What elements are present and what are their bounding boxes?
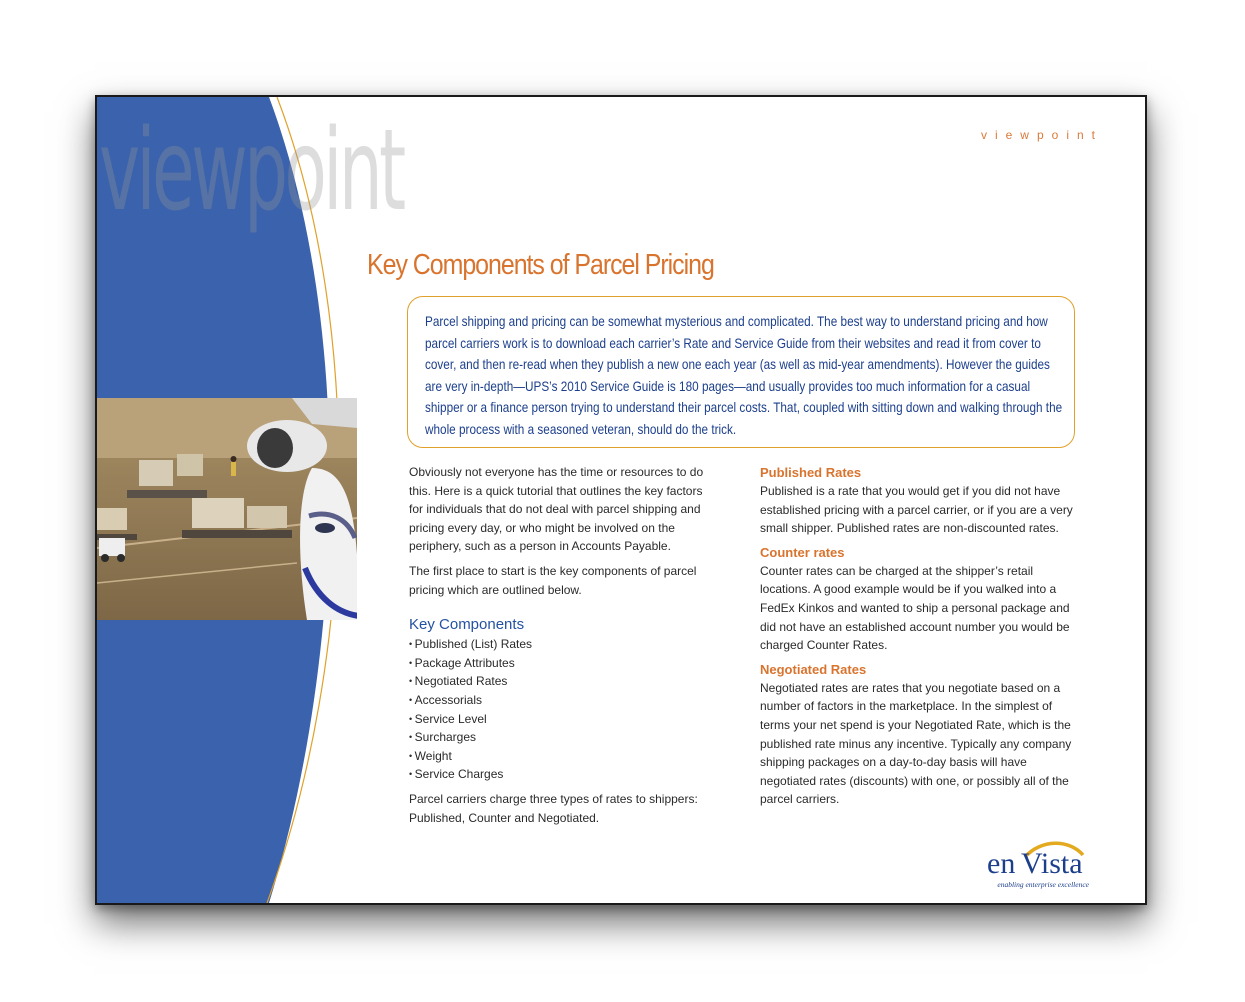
document-page <box>95 95 1147 905</box>
counter-rates-body: Counter rates can be charged at the shipper’s retail locations. A good example would be if you walked into a FedEx Kinkos and wanted to ship a personal package and did not have an established account number you would be charged Counter Rates. <box>760 563 1070 653</box>
logo-wordmark-vista: Vista <box>1021 847 1083 880</box>
body-paragraph: Obviously not everyone has the time or resources to do this. Here is a quick tutorial that outlines the key factors for individuals that do not deal with parcel shipping and pricing every day, or who might be involved on the periphery, such as a person in Accounts Payable. <box>409 465 704 554</box>
cargo-airplane-photo <box>97 398 357 620</box>
watermark-text: viewpoint <box>99 106 403 236</box>
key-components-heading: Key Components <box>409 616 525 634</box>
list-item: • Negotiated Rates <box>409 672 709 691</box>
counter-rates-heading: Counter rates <box>760 544 845 560</box>
list-item: • Weight <box>409 747 709 766</box>
intro-paragraph: Parcel shipping and pricing can be somewhat mysterious and complicated. The best way to understand pricing and how parcel carriers work is to download each carrier’s Rate and Service Guide from their websites and read it from cover to cover, and then re-read when they publish a new one each year (as well as mid-year amendments). However the guides are very in-depth—UPS’s 2010 Service Guide is 180 pages—and usually provides too much information for a casual shipper or a finance person trying to understand their parcel costs. That, coupled with sitting down and walking through the whole process with a seasoned veteran, should do the trick. <box>425 313 1063 437</box>
list-item: • Surcharges <box>409 728 709 747</box>
page-title: Key Components of Parcel Pricing <box>367 249 714 281</box>
list-item: • Service Charges <box>409 765 709 784</box>
negotiated-rates-body: Negotiated rates are rates that you negotiate based on a number of factors in the marketplace. In the simplest of terms your net spend is your Negotiated Rate, which is the published rate minus any incentive. Typically any company shipping packages on a day-to-day basis will have negotiated rates (discounts) with one, or possibly all of the parcel carriers. <box>760 680 1072 807</box>
list-item: • Accessorials <box>409 691 709 710</box>
body-paragraph: The first place to start is the key components of parcel pricing which are outlined below. <box>409 563 697 597</box>
body-paragraph: Parcel carriers charge three types of rates to shippers: Published, Counter and Negotiated. <box>409 791 698 825</box>
negotiated-rates-heading: Negotiated Rates <box>760 661 867 677</box>
published-rates-heading: Published Rates <box>760 465 862 480</box>
published-rates-body: Published is a rate that you would get if you did not have established pricing with a parcel carrier, or if you are a very small shipper. Published rates are non-discounted rates. <box>760 484 1073 536</box>
list-item: • Published (List) Rates <box>409 635 709 654</box>
left-column <box>409 463 709 833</box>
logo-tagline: enabling enterprise excellence <box>997 880 1089 889</box>
list-item: • Service Level <box>409 710 709 729</box>
envista-logo <box>981 835 1091 891</box>
right-column <box>760 464 1080 815</box>
key-components-list <box>409 635 709 784</box>
section-kicker: viewpoint <box>980 128 1103 142</box>
logo-wordmark-en: en <box>987 847 1016 880</box>
list-item: • Package Attributes <box>409 654 709 673</box>
